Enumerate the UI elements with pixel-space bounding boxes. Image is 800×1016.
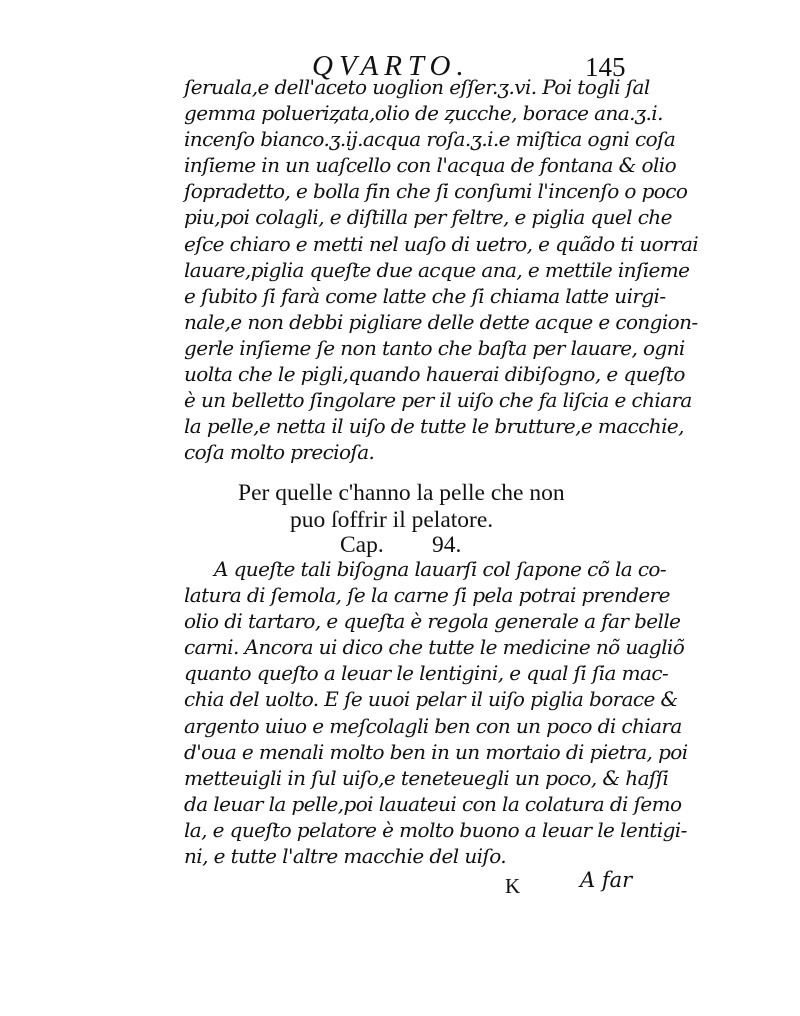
paragraph-recipe-continuation xyxy=(184,74,699,465)
text-line: è un belletto ſingolare per il uiſo che fa liſcia e chiara xyxy=(184,388,692,413)
text-line: ſeruala,e dell'aceto uoglion eſſer.ʒ.vi. Poi togli ſal xyxy=(184,75,650,99)
text-line: e ſubito ſi farà come latte che ſi chiama latte uirgi- xyxy=(184,283,666,308)
text-line: argento uiuo e meſcolagli ben con un poco di chiara xyxy=(184,713,682,738)
text-line: carni. Ancora ui dico che tutte le medicine nõ uagliõ xyxy=(184,635,685,660)
text-line: da leuar la pelle,poi lauateui con la colatura di ſemo xyxy=(184,791,682,816)
text-line: A queſte tali biſogna lauarſi col ſapone cõ la co- xyxy=(214,557,667,581)
signature-mark: K xyxy=(505,874,521,898)
text-line: gemma polueriȥata,olio de ȥucche, borace ana.ʒ.i. xyxy=(184,101,663,126)
text-line: gerle inſieme ſe non tanto che baſta per lauare, ogni xyxy=(184,335,685,360)
text-line: nale,e non debbi pigliare delle dette acque e congion- xyxy=(184,309,698,334)
text-line: ſopradetto, e bolla fin che ſi conſumi l'incenſo o poco xyxy=(184,179,688,204)
running-head: QVARTO. xyxy=(312,50,470,82)
text-line: olio di tartaro, e queſta è regola generale a far belle xyxy=(184,609,681,634)
paragraph-chapter-94 xyxy=(184,556,688,869)
text-line: la pelle,e netta il uiſo de tutte le brutture,e macchie, xyxy=(184,414,684,439)
text-line: latura di ſemola, ſe la carne ſi pela potrai prendere xyxy=(184,583,670,608)
text-line: metteuigli in ſul uiſo,e teneteuegli un poco, & haſſi xyxy=(184,765,669,790)
text-line: la, e queſto pelatore è molto buono a leuar le lentigi- xyxy=(184,817,687,842)
text-line: incenſo bianco.ʒ.ij.acqua roſa.ʒ.i.e miſtica ogni coſa xyxy=(184,127,676,152)
chapter-title-line-1: Per quelle c'hanno la pelle che non xyxy=(238,480,565,506)
text-line: piu,poi colagli, e diſtilla per feltre, e piglia quel che xyxy=(184,205,672,230)
text-line: inſieme in un uaſcello con l'acqua de fontana & olio xyxy=(184,153,677,178)
text-line: d'oua e menali molto ben in un mortaio di pietra, poi xyxy=(184,739,688,764)
catchword: A far xyxy=(580,868,633,892)
text-line: chia del uolto. E ſe uuoi pelar il uiſo piglia borace & xyxy=(184,687,678,712)
text-line: eſce chiaro e metti nel uaſo di uetro, e quãdo ti uorrai xyxy=(184,231,699,256)
chapter-number: 94. xyxy=(432,532,462,558)
page-number: 145 xyxy=(585,52,626,82)
chapter-title-line-2: puo ſoffrir il pelatore. xyxy=(290,507,494,533)
chapter-label: Cap. xyxy=(340,532,384,558)
text-line: lauare,piglia queſte due acque ana, e mettile inſieme xyxy=(184,257,690,282)
text-line: uolta che le pigli,quando hauerai dibiſogno, e queſto xyxy=(184,362,685,387)
text-line: coſa molto precioſa. xyxy=(184,440,375,465)
text-line: ni, e tutte l'altre macchie del uiſo. xyxy=(184,844,507,869)
text-line: quanto queſto a leuar le lentigini, e qual ſi ſia mac- xyxy=(184,661,669,686)
